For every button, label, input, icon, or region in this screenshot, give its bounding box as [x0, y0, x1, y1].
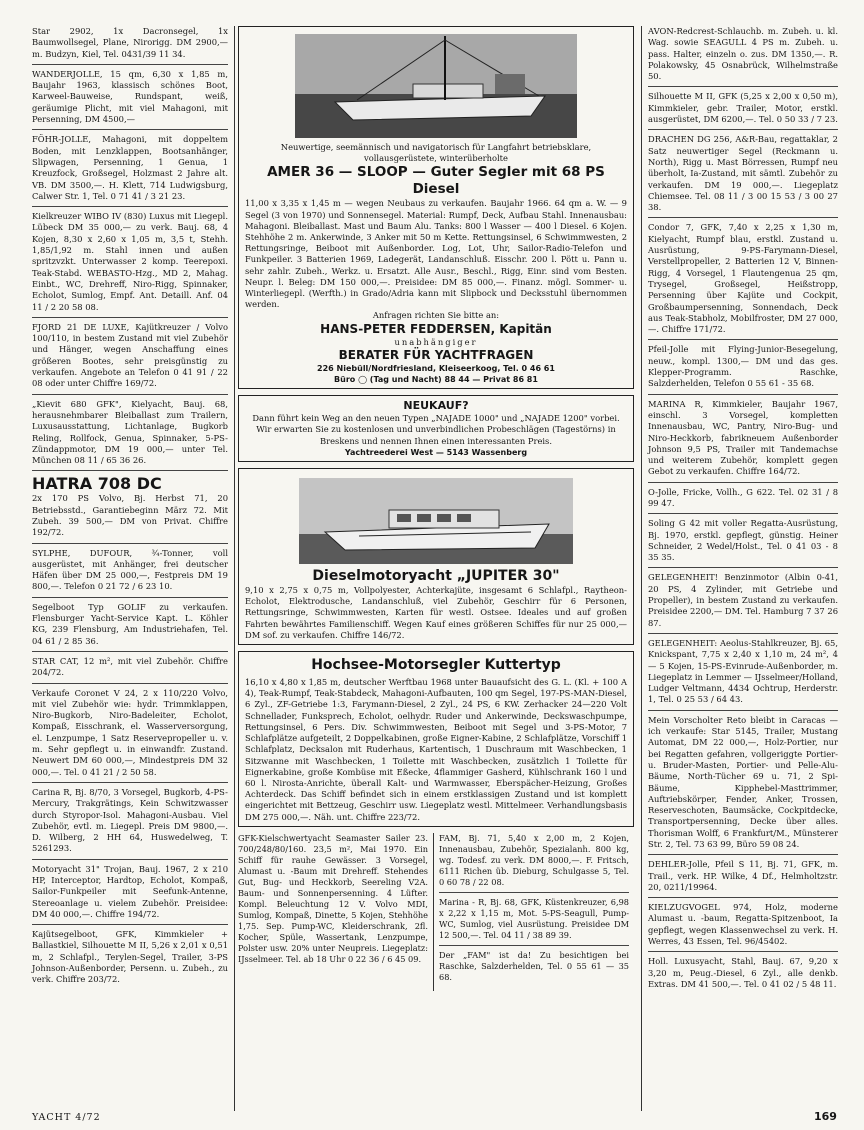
amer-body: 11,00 x 3,35 x 1,45 m — wegen Neubaus zu verkaufen. Baujahr 1966. 64 qm a. W. — 9 Segel (3 von 1970) und Sonnensegel. Material: Rumpf, Deck, Aufbau Stahl. Innenausbau: Mahagoni. Bleiballast. Mast und Baum Alu. Tanks: 800 l Wasser — 400 l Diesel. 6 Kojen. Stehhöhe 2 m. Ankerwinde, 3 Anker mit 50 m Kette. Rettungsinsel, 6 Schwimmwesten, 2 Rettungsringe, Beiboot mit Außenborder. Log, Lot, Uhr, Sailor-Radio-Telefon und Funkpeiler. 3 Batterien 1969, Ladegerät, Landanschluß. Eisschr. 200 l. Pött u. Pann u. sehr zahlr. Zubeh., Werkz. u. Ersatzt. Alle Ausr., Beschl., Rigg, Einr. sind vom Besten. Neupr. l. Beleg: DM 150 000,—. Preisidee: DM 85 000,—. Finanz. mögl. Sommer- u. Winterliegepl. (Werfth.) in Grado/Adria kann mit Slipbock und Decksstuhl übernommen werden.	[245, 198, 627, 310]
column-divider	[234, 26, 235, 1111]
column-left	[32, 26, 228, 994]
classified-ad: Mein Vorscholter Reto bleibt in Caracas — ich verkaufe: Star 5145, Trailer, Mustang Automat, DM 22 000,—, Holz-Portier, nur bei Regatten gefahren, vollgeriggte Portier- u. Bruder-Masten, Portier- und Pelle-Alu-Bäume, North-Tücher 69 u. 71, 2 Spi-Bäume, Kipphebel-Masttrimmer, Auftriebskörper, Fender, Anker, Trossen, Reserveschoten, Baumsäcke, Cockpitdecke, Transportpersenning, Decke über alles. Thorisman Wolff, 6 Frankfurt/M., Münsterer Str. 2, Tel. 73 63 99, Büro 59 08 24.	[648, 715, 838, 856]
amer-request: Anfragen richten Sie bitte an:	[372, 310, 500, 321]
contact-address: 226 Niebüll/Nordfriesland, Kleiseerkoog, Tel. 0 46 61	[317, 363, 555, 373]
classified-ad: STAR CAT, 12 m², mit viel Zubehör. Chiffre 204/72.	[32, 656, 228, 684]
sailboat-illustration	[295, 34, 577, 138]
classified-ad: Pfeil-Jolle mit Flying-Junior-Besegelung, neuw., kompl. 1300,— DM und das ges. Klepper-Programm. Raschke, Salzderhelden, Telefon 0 55 61 - 35 68.	[648, 344, 838, 394]
neukauf-headline: NEUKAUF?	[403, 399, 469, 413]
classified-ad: GELEGENHEIT: Aeolus-Stahlkreuzer, Bj. 65, Knickspant, 7,75 x 2,40 x 1,10 m, 24 m², 4 — 5 Kojen, 15-PS-Evinrude-Außenborder, m. Liegeplatz in Lemmer — IJsselmeer/Holland, Ludger Veltmann, 4434 Ochtrup, Herderstr. 1, Tel. 0 25 53 / 64 43.	[648, 638, 838, 711]
classified-ad: Der „FAM" ist da! Zu besichtigen bei Raschke, Salzderhelden, Tel. 0 55 61 — 35 68.	[439, 949, 629, 982]
column-divider	[641, 26, 642, 1111]
classified-ad: Silhouette M II, GFK (5,25 x 2,00 x 0,50 m), Kimmkieler, gebr. Trailer, Motor, erstkl. ausgerüstet, DM 6200,—. Tel. 0 50 33 / 7 23.	[648, 91, 838, 130]
classified-ad: DEHLER-Jolle, Pfeil S 11, Bj. 71, GFK, m. Trail., verk. HP. Wilke, 4 Df., Helmholtzstr. 20, 0211/19964.	[648, 859, 838, 898]
classified-ad: Carina R, Bj. 8/70, 3 Vorsegel, Bugkorb, 4-PS-Mercury, Trakgrätings, Kein Schwitzwasser durch Styropor-Isol. Mahagoni-Ausbau. Viel Zubehör, evtl. m. Liegepl. Preis DM 9800,—. D. Wilberg, 2 HH 64, Huswedelweg, T. 5261293.	[32, 787, 228, 860]
classified-ad: GFK-Kielschwertyacht Seamaster Sailer 23. 700/248/80/160. 23,5 m², Mai 1970. Ein Schiff für rauhe Gewässer. 3 Vorsegel, Alumast u. -Baum mit Drehreff. Stehendes Gut, Bug- und Heckkorb, Seereling V2A. Baum- und Sonnenpersenning. 4 Lüfter. Kompl. Beleuchtung 12 V. Volvo MDI, Sumlog, Kompaß, Dinette, 5 Kojen, Stehhöhe 1,75. Sep. Pump-WC, Kleiderschrank, 2fl. Kocher, Spüle, Wassertank, Lenzpumpe, Polster usw. 20% unter Neupreis. Liegeplatz: IJsselmeer. Tel. ab 18 Uhr 0 22 36 / 6 45 09.	[238, 832, 428, 964]
subcolumn-left	[238, 833, 434, 991]
contact-role: BERATER FÜR YACHTFRAGEN	[338, 347, 534, 362]
kutter-headline: Hochsee-Motorsegler Kuttertyp	[311, 657, 561, 674]
classified-ad: Kielkreuzer WIBO IV (830) Luxus mit Liegepl. Lübeck DM 35 000,— zu verk. Bauj. 68, 4 Kojen, 8,30 x 2,60 x 1,05 m, 3,5 t, Stehh. 1,85/1,92 m. Stahl innen und außen spritzvzkt. Unterwasser 2 komp. Teerepoxi. Teak-Stabd. WEBASTO-Hzg., MD 2, Mahag. Einbt., WC, Drehreff, Niro-Rigg, Spinnaker, Echolot, Sumlog, Empf. Ant. Detaill. Anf. 04 11 / 2 20 58 08.	[32, 211, 228, 318]
classified-ad: „Kievit 680 GFK", Kielyacht, Bauj. 68, herausnehmbarer Bleiballast zum Trailern, Luxusausstattung, Lichtanlage, Bugkorb Reling, Rollfock, Genua, Spinnaker, 5-PS-Zündappmotor, DM 19 000,— unter Tel. München 08 11 / 65 36 26.	[32, 399, 228, 472]
subcolumn-right	[434, 833, 634, 991]
jupiter-body: 9,10 x 2,75 x 0,75 m, Vollpolyester, Achterkajüte, insgesamt 6 Schlafpl., Raytheon-Echolot, Elektrodusche, Landanschluß, viel Zubehör, Geschirr für 6 Personen, Rettungsringe, Schwimmwesten, Karten für westl. Ostsee. Ideales und auf großen Fahrten bewährtes Familienschiff. Wegen Kauf eines größeren Schiffes für nur 25 000,— DM sof. zu verkaufen. Chiffre 146/72.	[245, 585, 627, 640]
contact-name: HANS-PETER FEDDERSEN, Kapitän	[320, 321, 552, 336]
motoryacht-illustration	[299, 478, 573, 564]
amer-caption: Neuwertige, seemännisch und navigatorisch für Langfahrt betriebsklare, vollausgerüstete, winterüberholte	[280, 142, 592, 164]
classified-ad: MARINA R, Kimmkieler, Baujahr 1967, einschl. 3 Vorsegel, kompletten Innenausbau, WC, Pantry, Niro-Bug- und Niro-Heckkorb, fabrikneuem Außenborder Johnson 9,5 PS, Trailer mit Tandemachse und weiterem Zubehör, komplett gegen Gebot zu verkaufen. Chiffre 164/72.	[648, 399, 838, 483]
ad-headline: HATRA 708 DC	[32, 474, 162, 494]
classified-ad: Verkaufe Coronet V 24, 2 x 110/220 Volvo, mit viel Zubehör wie: hydr. Trimmklappen, Niro-Bugkorb, Niro-Badeleiter, Echolot, Kompaß, Eisschrank, el. Wasserversorgung, el. Lenzpumpe, 1 Satz Reservepropeller u. v. m. Sehr gepflegt u. in einwandfr. Zustand. Neuwert DM 60 000,—, Mindestpreis DM 32 000,—. Tel. 0 41 21 / 2 50 58.	[32, 688, 228, 783]
classified-ad: O-Jolle, Fricke, Vollh., G 622. Tel. 02 31 / 8 99 47.	[648, 487, 838, 515]
classified-ad: SYLPHE, DUFOUR, ¾-Tonner, voll ausgerüstet, mit Anhänger, frei deutscher Häfen über DM 25 000,—, Festpreis DM 19 800,—. Telefon 0 21 72 / 6 23 10.	[32, 548, 228, 598]
classified-ad: Marina - R, Bj. 68, GFK, Küstenkreuzer, 6,98 x 2,22 x 1,15 m, Mot. 5-PS-Seagull, Pump-WC, Sumlog, viel Ausrüstung. Preisidee DM 12 500,—. Tel. 04 11 / 38 89 39.	[439, 897, 629, 946]
classified-ad: Segelboot Typ GOLIF zu verkaufen. Flensburger Yacht-Service Kapt. L. Köhler KG, 239 Flensburg, Am Industriehafen, Tel. 04 61 / 2 85 36.	[32, 602, 228, 652]
classified-ad-hatra	[32, 475, 228, 543]
column-right	[648, 26, 838, 998]
ad-text: 20 Betriebsstd., Garantiebeginn März 72. Mit Zubeh. 39 500,— DM von Privat. Chiffre 192/72.	[32, 493, 229, 538]
contact-phone: Büro ◯ (Tag und Nacht) 88 44 — Privat 86 81	[334, 375, 538, 385]
classified-ad: Motoryacht 31" Trojan, Bauj. 1967, 2 x 210 HP, Interceptor, Hardtop, Echolot, Kompaß, Sailor-Funkpeiler mit Seefunk-Antenne, Stereoanlage u. vielem Zubehör. Preisidee: DM 40 000,—. Chiffre 194/72.	[32, 864, 228, 925]
classified-ad: GELEGENHEIT! Benzinmotor (Albin 0-41, 20 PS, 4 Zylinder, mit Getriebe und Propeller), in bestem Zustand zu verkaufen. Preisidee 2200,— DM. Tel. Hamburg 7 37 26 87.	[648, 572, 838, 633]
sailboat-photo	[295, 34, 577, 138]
classified-ad: WANDERJOLLE, 15 qm, 6,30 x 1,85 m, Baujahr 1963, klassisch schönes Boot, Karweel-Bauweise, Rundspant, weiß, geräumige Plicht, mit viel Mahagoni, mit Persenning, DM 4500,—	[32, 69, 228, 130]
kutter-body: 16,10 x 4,80 x 1,85 m, deutscher Werftbau 1968 unter Bauaufsicht des G. L. (Kl. + 100 A 4), Teak-Rumpf, Teak-Stabdeck, Mahagoni-Aufbauten, 100 qm Segel, 197-PS-MAN-Diesel, 6 Zyl., ZF-Getriebe 1:3, Farymann-Diesel, 2 Zyl., 24 PS, 6 KW. Zerhacker 24—220 Volt Schnellader, Funksprech, Echolot, oelhydr. Ruder und Ankerwinde, Deckswaschpumpe, Rettungsinsel, 6 Pers. Div. Schwimmwesten, Beiboot mit Segel und 3-PS-Motor, 7 Schlafplätze aufgeteilt, 2 Doppelkabinen, große Eigner-Kabine, 2 Schlafplätze, Vorschiff 1 Schlafplatz, Decksalon mit Ruderhaus, Kartentisch, 1 Duschraum mit Waschbecken, 1 Sitzwanne mit Waschbecken, 1 Toilette mit Waschbecken, zusätzlich 1 Toilette für Eignerkabine, große Kombüse mit Eßecke, 4flammiger Gasherd, Kühlschrank 160 l und 60 l. Nirosta-Anrichte, überall Kalt- und Warmwasser, Eberspächer-Heizung, Großes Achterdeck. Das Schiff befindet sich in einem erstklassigen Zustand und ist komplett eingerichtet mit Bettzeug, Geschirr usw. Liegeplatz westl. Mittelmeer. Verhandlungsbasis DM 275 000,—. Näh. unt. Chiffre 223/72.	[245, 677, 627, 822]
classified-ad: FAM, Bj. 71, 5,40 x 2,00 m, 2 Kojen, Innenausbau, Zubehör, Spezialanh. 800 kg, wg. Todesf. zu verk. DM 8000,—. F. Fritsch, 6111 Richen üb. Dieburg, Schulgasse 5, Tel. 0 60 78 / 22 08.	[439, 833, 629, 893]
classified-ad: Soling G 42 mit voller Regatta-Ausrüstung, Bj. 1970, erstkl. gepflegt, günstig. Heiner Schneider, 2 Wedel/Holst., Tel. 0 41 03 - 8 35 35.	[648, 518, 838, 568]
jupiter-headline: Dieselmotoryacht „JUPITER 30"	[312, 568, 560, 585]
contact-qualifier: unabhängiger	[394, 336, 478, 347]
neukauf-ad-box	[238, 395, 634, 462]
kutter-ad-box	[238, 651, 634, 827]
jupiter-ad-box	[238, 468, 634, 645]
column-middle	[238, 26, 634, 991]
classified-ad: Star 2902, 1x Dacronsegel, 1x Baumwollsegel, Plane, Nirorigg. DM 2900,— m. Budzyn, Kiel, Tel. 0431/39 11 34.	[32, 26, 228, 65]
magazine-issue: YACHT 4/72	[32, 1112, 101, 1123]
classified-ad: DRACHEN DG 256, A&R-Bau, regattaklar, 2 Satz neuwertiger Segel (Reckmann u. North), Rigg u. Mast Börressen, Rumpf neu überholt, Ia-Zustand, mit sämtl. Zubehör zu verkaufen. DM 19 000,—. Liegeplatz Chiemsee. Tel. 08 11 / 3 00 15 53 / 3 00 27 38.	[648, 134, 838, 218]
neukauf-body: Dann führt kein Weg an den neuen Typen „NAJADE 1000" und „NAJADE 1200" vorbei. Wir erwarten Sie zu kostenlosen und unverbindlichen Probeschlägen (Tagestörns) in Breskens und nennen Ihnen einen interessanten Preis.	[252, 413, 620, 446]
classified-ad: Kajütsegelboot, GFK, Kimmkieler + Ballastkiel, Silhouette M II, 5,26 x 2,01 x 0,51 m, 2 Schlafpl., Terylen-Segel, Trailer, 3-PS Johnson-Außenborder, Persenn. u. Zubeh., zu verk. Chiffre 203/72.	[32, 929, 228, 985]
classified-ad: Condor 7, GFK, 7,40 x 2,25 x 1,30 m, Kielyacht, Rumpf blau, erstkl. Zustand u. Ausrüstung, 9-PS-Farymann-Diesel, Verstellpropeller, 2 Batterien 12 V, Binnen-Rigg, 4 Vorsegel, 1 Flautengenua 25 qm, Trysegel, Großsegel, Heißstropp, Persenning über Kajüte und Cockpit, Großbaumpersenning, Sonnendach, Deck aus Teak-Stabholz, Mobilfroster, DM 27 000,—. Chiffre 171/72.	[648, 222, 838, 340]
amer-headline: AMER 36 — SLOOP — Guter Segler mit 68 PS Diesel	[267, 164, 605, 198]
motoryacht-photo	[299, 478, 573, 564]
amer-ad-box	[238, 26, 634, 389]
classified-ad: FÖHR-JOLLE, Mahagoni, mit doppeltem Boden, mit Lenzklappen, Bootsanhänger, Slipwagen, Persenning, 1 Genua, 1 Kreuzfock, Großsegel, Holzmast 2 Jahre alt. VB. DM 3500,—. H. Klett, 714 Ludwigsburg, Calwer Str. 1, Tel. 0 71 41 / 3 21 23.	[32, 134, 228, 207]
middle-subcolumns	[238, 833, 634, 991]
page-number: 169	[814, 1110, 837, 1123]
classified-ad: Holl. Luxusyacht, Stahl, Bauj. 67, 9,20 x 3,20 m, Peug.-Diesel, 6 Zyl., alle denkb. Extras. DM 41 500,—. Tel. 0 41 02 / 5 48 11.	[648, 956, 838, 989]
classified-ad: AVON-Redcrest-Schlauchb. m. Zubeh. u. kl. Wag. sowie SEAGULL 4 PS m. Zubeh. u. pass. Halter, einzeln o. zus. DM 1350,—. R. Polakowsky, 45 Osnabrück, Wilhelmstraße 50.	[648, 26, 838, 87]
classified-ad: KIELZUGVOGEL 974, Holz, moderne Alumast u. -baum, Regatta-Spitzenboot, Ia gepflegt, wegen Klassenwechsel zu verk. H. Werres, 43 Essen, Tel. 96/45402.	[648, 902, 838, 952]
ad-text: 2x 170 PS Volvo, Bj. Herbst 71,	[32, 493, 208, 504]
neukauf-sender: Yachtreederei West — 5143 Wassenberg	[344, 447, 528, 457]
classified-ad: FJORD 21 DE LUXE, Kajütkreuzer / Volvo 100/110, in bestem Zustand mit viel Zubehör und Hänger, wegen Anschaffung eines größeren Bootes, sehr preisgünstig zu verkaufen. Angebote an Telefon 0 41 91 / 22 08 oder unter Chiffre 169/72.	[32, 322, 228, 395]
